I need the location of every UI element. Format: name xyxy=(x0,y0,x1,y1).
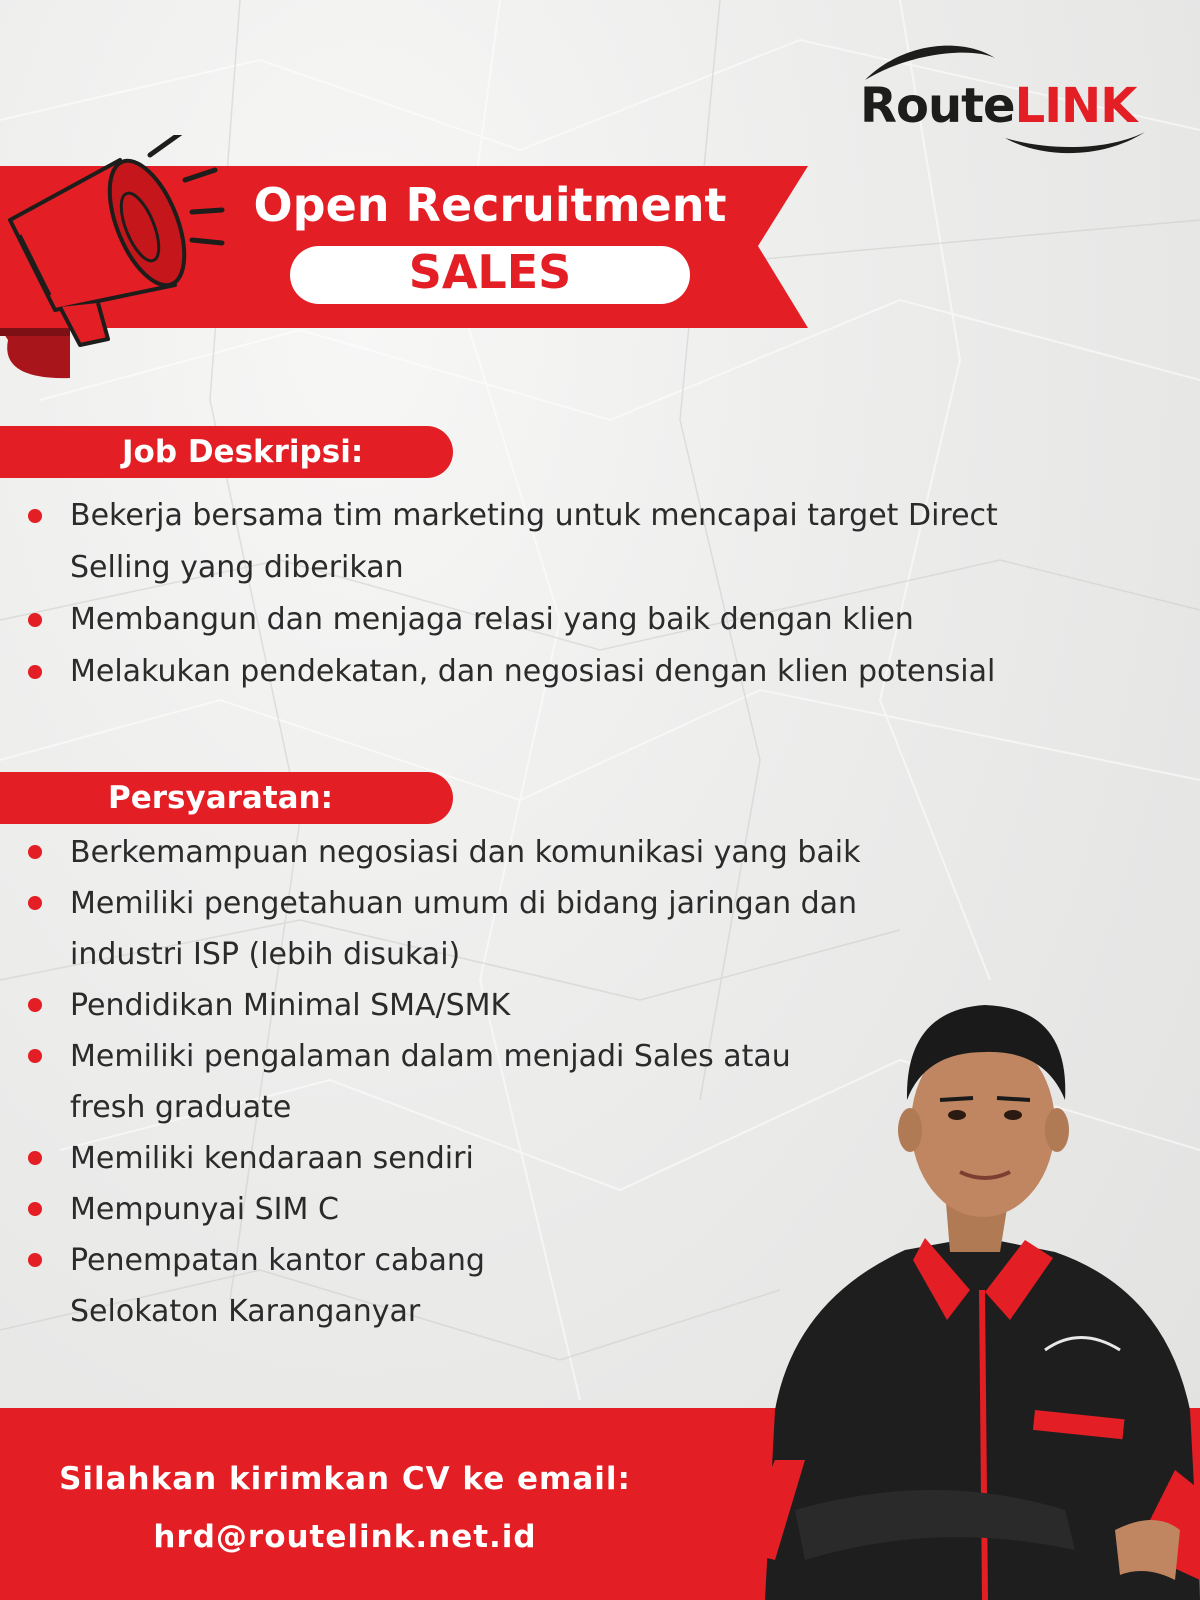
list-item xyxy=(24,594,1034,646)
list-item-text: Memiliki pengetahuan umum di bidang jaringan dan industri ISP (lebih disukai) xyxy=(70,886,858,972)
job-description-heading: Job Deskripsi: xyxy=(122,434,364,470)
megaphone-icon xyxy=(0,135,230,365)
bullet-dot xyxy=(28,1253,42,1267)
bullet-dot xyxy=(28,1151,42,1165)
list-item-text: Memiliki pengalaman dalam menjadi Sales atau fresh graduate xyxy=(70,1039,791,1125)
list-item-text: Mempunyai SIM C xyxy=(70,1192,339,1227)
list-item-text: Membangun dan menjaga relasi yang baik dengan klien xyxy=(70,602,914,637)
list-item xyxy=(24,490,1034,594)
bullet-dot xyxy=(28,1049,42,1063)
bullet-dot xyxy=(28,1202,42,1216)
position-title: SALES xyxy=(408,245,572,299)
list-item xyxy=(24,646,1034,698)
bullet-dot xyxy=(28,509,42,523)
list-item xyxy=(24,827,924,878)
bullet-dot xyxy=(28,665,42,679)
list-item-text: Pendidikan Minimal SMA/SMK xyxy=(70,988,511,1023)
job-description-list xyxy=(24,490,1034,698)
logo-link: LINK xyxy=(1014,78,1137,134)
list-item xyxy=(24,878,924,980)
list-item-text: Bekerja bersama tim marketing untuk mencapai target Direct Selling yang diberikan xyxy=(70,498,998,585)
list-item-text: Penempatan kantor cabang Selokaton Karanganyar xyxy=(70,1243,485,1329)
requirements-heading: Persyaratan: xyxy=(108,780,334,816)
list-item-text: Berkemampuan negosiasi dan komunikasi yang baik xyxy=(70,835,861,870)
list-item-text: Memiliki kendaraan sendiri xyxy=(70,1141,474,1176)
logo-wordmark xyxy=(860,78,1136,134)
bullet-dot xyxy=(28,613,42,627)
bullet-dot xyxy=(28,845,42,859)
banner-title: Open Recruitment xyxy=(253,178,727,232)
contact-instruction: Silahkan kirimkan CV ke email: xyxy=(59,1461,631,1497)
bullet-dot xyxy=(28,896,42,910)
bullet-dot xyxy=(28,998,42,1012)
routelink-logo xyxy=(855,40,1165,170)
logo-route: Route xyxy=(860,78,1015,134)
contact-email: hrd@routelink.net.id xyxy=(153,1519,537,1555)
staff-photo xyxy=(735,990,1200,1600)
list-item-text: Melakukan pendekatan, dan negosiasi dengan klien potensial xyxy=(70,654,996,689)
